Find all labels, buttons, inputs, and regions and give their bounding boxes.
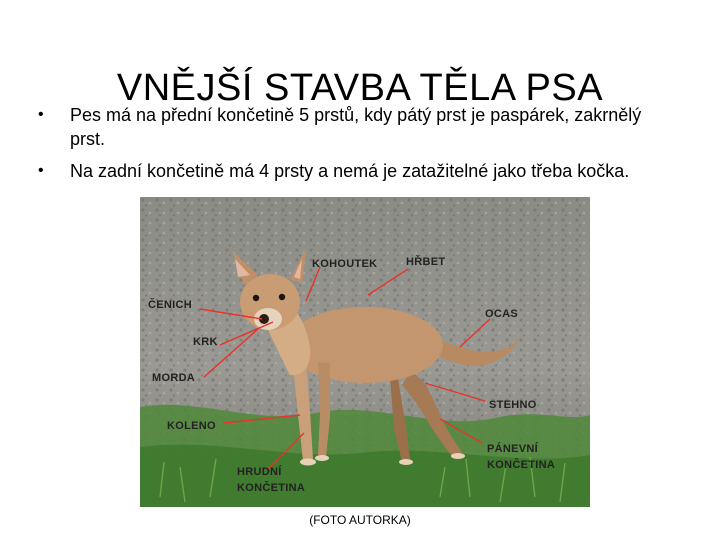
- label-panevni-line1: PÁNEVNÍ: [487, 443, 538, 455]
- dog-photo: [140, 197, 590, 507]
- label-hrudni-line1: HRUDNÍ: [237, 466, 282, 478]
- label-stehno: STEHNO: [489, 399, 537, 411]
- label-ocas: OCAS: [485, 308, 518, 320]
- label-kohoutek: KOHOUTEK: [312, 258, 378, 270]
- photo-caption: (FOTO AUTORKA): [309, 513, 411, 527]
- bullet-item: [38, 103, 678, 151]
- label-koleno: KOLENO: [167, 420, 216, 432]
- label-morda: MORDA: [152, 372, 196, 384]
- label-krk: KRK: [193, 336, 218, 348]
- bullet-text: Pes má na přední končetině 5 prstů, kdy pátý prst je paspárek, zakrnělý prst.: [70, 105, 642, 149]
- bullet-marker: •: [38, 162, 44, 179]
- bullet-item: [38, 159, 678, 183]
- label-hrbet: HŘBET: [406, 256, 446, 268]
- bullet-list: [38, 103, 678, 191]
- label-hrudni-line2: KONČETINA: [237, 482, 306, 494]
- label-cenich: ČENICH: [148, 299, 192, 311]
- slide-title: VNĚJŠÍ STAVBA TĚLA PSA: [116, 67, 604, 110]
- bullet-marker: •: [38, 106, 44, 123]
- label-panevni-line2: KONČETINA: [487, 459, 556, 471]
- bullet-text: Na zadní končetině má 4 prsty a nemá je zatažitelné jako třeba kočka.: [70, 161, 630, 181]
